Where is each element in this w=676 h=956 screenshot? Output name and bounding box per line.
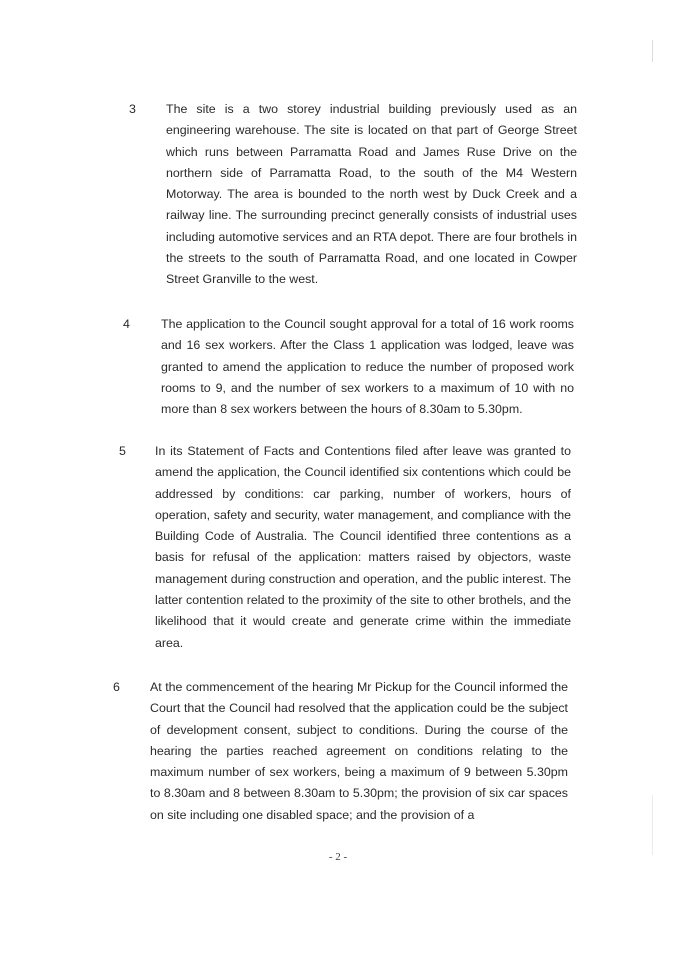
paragraph-number: 3 xyxy=(129,102,136,116)
scan-artifact xyxy=(652,795,653,855)
page-number: - 2 - xyxy=(328,851,348,863)
paragraph-text: The site is a two storey industrial building previously used as an engineering warehouse. The site is located on that part of George Street which runs between Parramatta Road and James Ruse Drive on the northern side of Parramatta Road, to the south of the M4 Western Motorway. The area is bounded to the north west by Duck Creek and a railway line. The surrounding precinct generally consists of industrial uses including automotive services and an RTA depot. There are four brothels in the streets to the south of Parramatta Road, and one located in Cowper Street Granville to the west. xyxy=(166,102,577,287)
paragraph-number: 4 xyxy=(123,317,130,331)
paragraph-text: The application to the Council sought approval for a total of 16 work rooms and 16 sex workers. After the Class 1 application was lodged, leave was granted to amend the application to reduce the number of proposed work rooms to 9, and the number of sex workers to a maximum of 10 with no more than 8 sex workers between the hours of 8.30am to 5.30pm. xyxy=(161,317,574,417)
paragraph-text: At the commencement of the hearing Mr Pickup for the Council informed the Court that the Council had resolved that the application could be the subject of development consent, subject to conditions. During the course of the hearing the parties reached agreement on conditions relating to the maximum number of sex workers, being a maximum of 9 between 5.30pm to 8.30am and 8 between 8.30am to 5.30pm; the provision of six car spaces on site including one disabled space; and the provision of a xyxy=(150,680,568,822)
paragraph-number: 5 xyxy=(119,444,126,458)
paragraph-number: 6 xyxy=(113,680,120,694)
scan-artifact xyxy=(652,40,653,62)
paragraph-text: In its Statement of Facts and Contentions filed after leave was granted to amend the application, the Council identified six contentions which could be addressed by conditions: car parking, number of workers, hours of operation, safety and security, water management, and compliance with the Building Code of Australia. The Council identified three contentions as a basis for refusal of the application: matters raised by objectors, waste management during construction and operation, and the public interest. The latter contention related to the proximity of the site to other brothels, and the likelihood that it would create and generate crime within the immediate area. xyxy=(155,444,571,650)
